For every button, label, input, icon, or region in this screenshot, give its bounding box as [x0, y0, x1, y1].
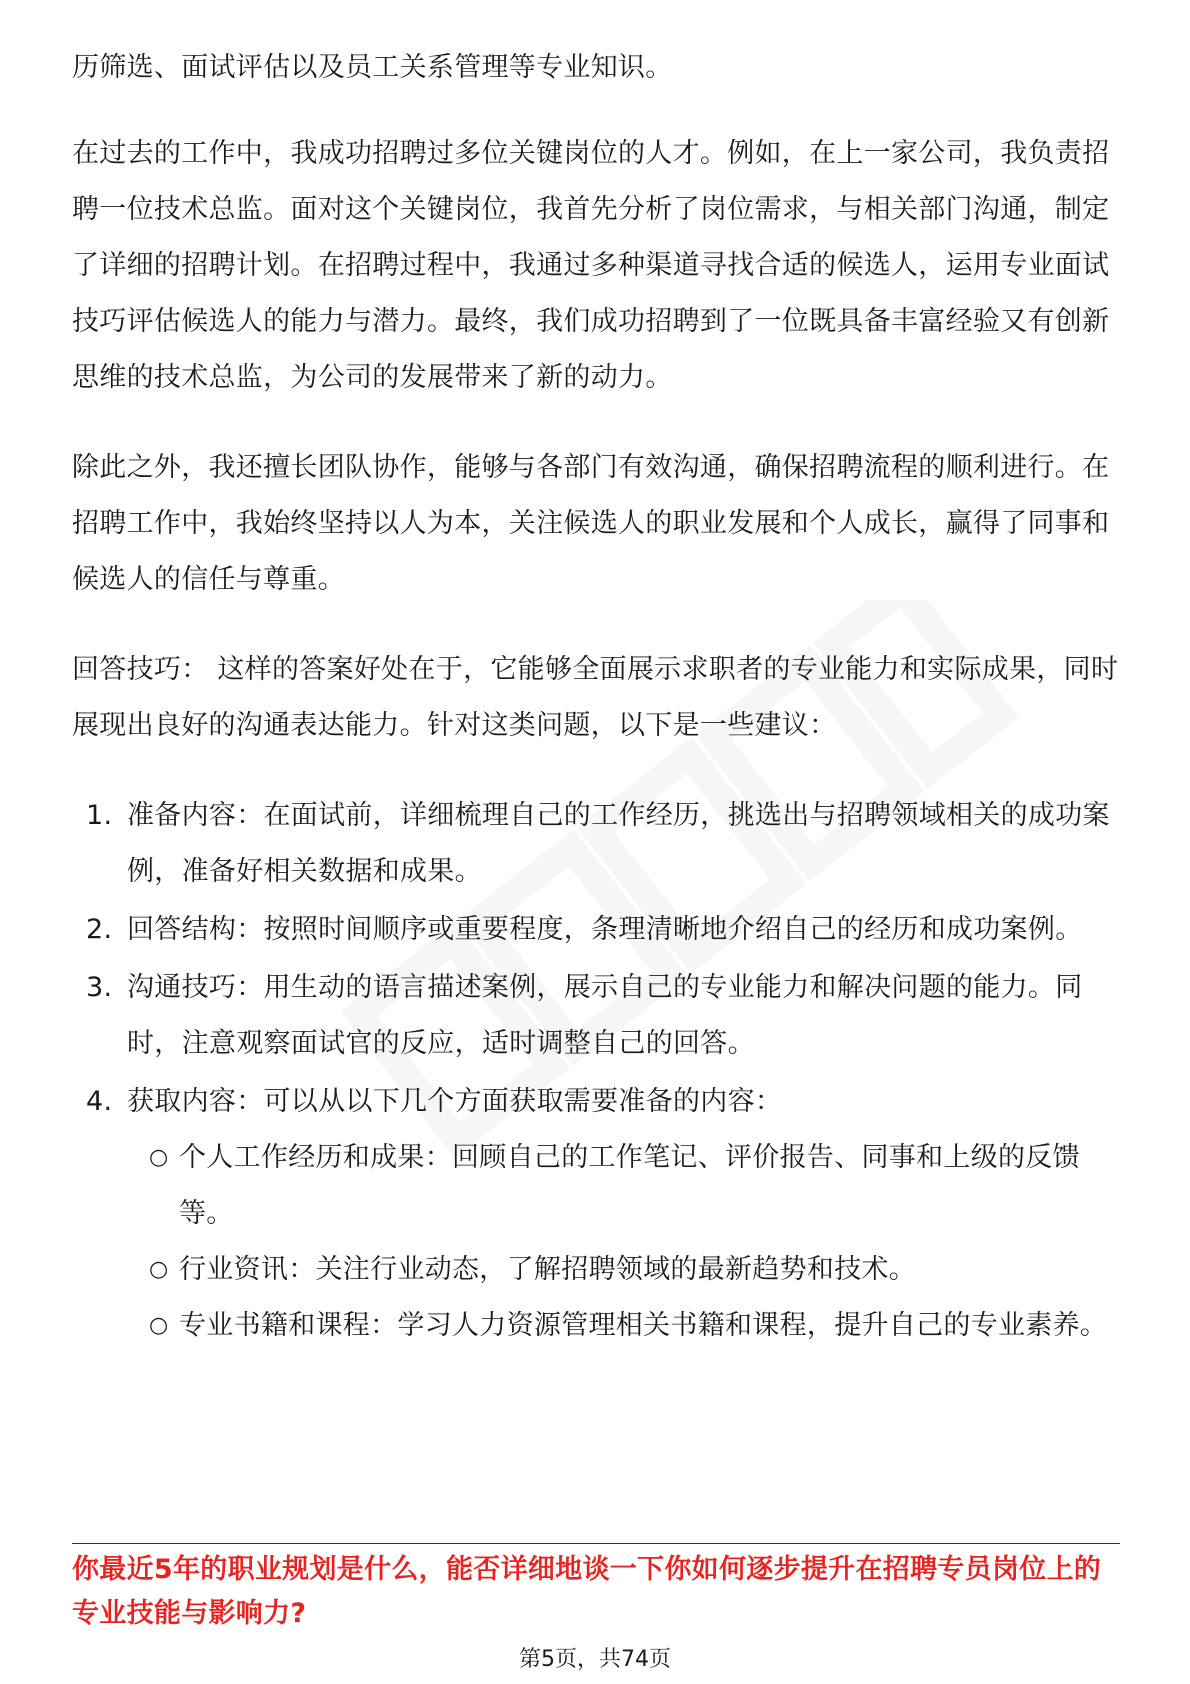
list-item [72, 1074, 1120, 1354]
circle-bullet-icon: ○ [149, 1313, 169, 1338]
next-question-heading: 你最近5年的职业规划是什么，能否详细地谈一下你如何逐步提升在招聘专员岗位上的专业技能与影响力? [72, 1554, 1102, 1629]
list-item [72, 902, 1120, 958]
paragraph-continued: 历筛选、面试评估以及员工关系管理等专业知识。 [72, 52, 673, 83]
tips-list [72, 788, 1120, 1354]
sub-list-item [127, 1298, 1120, 1354]
list-item-text: 准备内容：在面试前，详细梳理自己的工作经历，挑选出与招聘领域相关的成功案例，准备好相关数据和成果。 [127, 800, 1110, 887]
sub-list-item-text: 专业书籍和课程：学习人力资源管理相关书籍和课程，提升自己的专业素养。 [179, 1310, 1108, 1341]
section-divider [72, 1543, 1120, 1544]
paragraph-experience: 在过去的工作中，我成功招聘过多位关键岗位的人才。例如，在上一家公司，我负责招聘一位技术总监。面对这个关键岗位，我首先分析了岗位需求，与相关部门沟通，制定了详细的招聘计划。在招聘过程中，我通过多种渠道寻找合适的候选人，运用专业面试技巧评估候选人的能力与潜力。最终，我们成功招聘到了一位既具备丰富经验又有创新思维的技术总监，为公司的发展带来了新的动力。 [72, 138, 1110, 393]
circle-bullet-icon: ○ [149, 1257, 169, 1282]
sub-list-item-text: 行业资讯：关注行业动态，了解招聘领域的最新趋势和技术。 [179, 1254, 917, 1285]
sub-list-item-text: 个人工作经历和成果：回顾自己的工作笔记、评价报告、同事和上级的反馈等。 [179, 1142, 1080, 1229]
main-content [72, 40, 1120, 1356]
list-item-text: 获取内容：可以从以下几个方面获取需要准备的内容： [127, 1086, 783, 1117]
page-number-footer: 第5页，共74页 [519, 1647, 671, 1672]
list-number: 4. [86, 1086, 113, 1117]
paragraph-answer-tips: 回答技巧： 这样的答案好处在于，它能够全面展示求职者的专业能力和实际成果，同时展现出良好的沟通表达能力。针对这类问题，以下是一些建议： [72, 654, 1119, 741]
list-item [72, 788, 1120, 900]
sub-list [127, 1130, 1120, 1354]
paragraph-teamwork: 除此之外，我还擅长团队协作，能够与各部门有效沟通，确保招聘流程的顺利进行。在招聘工作中，我始终坚持以人为本，关注候选人的职业发展和个人成长，赢得了同事和候选人的信任与尊重。 [72, 452, 1110, 595]
list-number: 3. [86, 972, 113, 1003]
circle-bullet-icon: ○ [149, 1145, 169, 1170]
list-item [72, 960, 1120, 1072]
sub-list-item [127, 1242, 1120, 1298]
list-number: 1. [86, 800, 113, 831]
list-item-text: 沟通技巧：用生动的语言描述案例，展示自己的专业能力和解决问题的能力。同时，注意观察面试官的反应，适时调整自己的回答。 [127, 972, 1083, 1059]
list-number: 2. [86, 914, 113, 945]
list-item-text: 回答结构：按照时间顺序或重要程度，条理清晰地介绍自己的经历和成功案例。 [127, 914, 1083, 945]
sub-list-item [127, 1130, 1120, 1242]
